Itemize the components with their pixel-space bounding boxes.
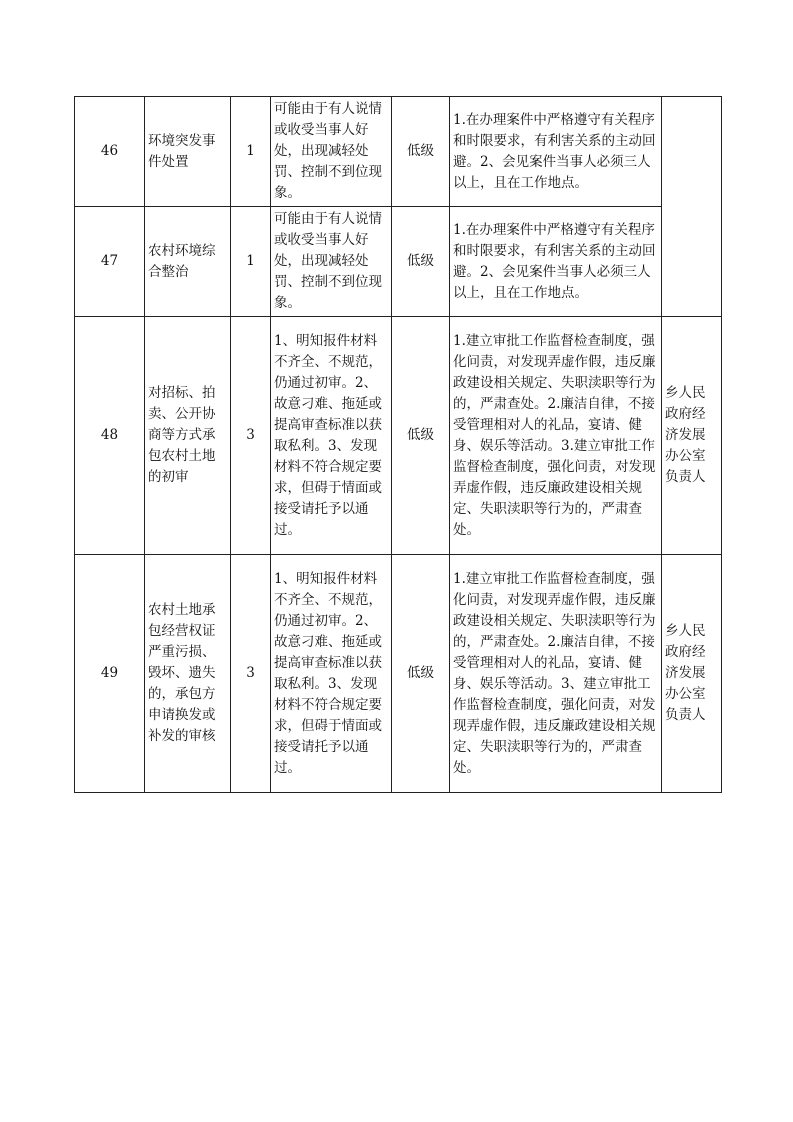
responsible-person: 乡人民政府经济发展办公室负责人 <box>662 555 722 793</box>
risk-count: 3 <box>231 317 271 555</box>
risk-description: 1、明知报件材料不齐全、不规范，仍通过初审。2、故意刁难、拖延或提高审查标准以获取私利。3、发现材料不符合规定要求，但碍于情面或接受请托予以通过。 <box>271 317 392 555</box>
task-name: 农村土地承包经营权证严重污损、毁坏、遗失的，承包方申请换发或补发的审核 <box>145 555 231 793</box>
risk-count: 1 <box>231 97 271 207</box>
risk-level: 低级 <box>392 317 450 555</box>
prevention-measure: 1.建立审批工作监督检查制度，强化问责，对发现弄虚作假，违反廉政建设相关规定、失职渎职等行为的，严肃查处。2.廉洁自律，不接受管理相对人的礼品，宴请、健身、娱乐等活动。3.建立审批工作监督检查制度，强化问责，对发现弄虚作假，违反廉政建设相关规定、失职渎职等行为的，严肃查处。 <box>450 317 662 555</box>
responsible-person <box>662 97 722 317</box>
risk-description: 1、明知报件材料不齐全、不规范，仍通过初审。2、故意刁难、拖延或提高审查标准以获取私利。3、发现材料不符合规定要求，但碍于情面或接受请托予以通过。 <box>271 555 392 793</box>
risk-description: 可能由于有人说情或收受当事人好处，出现减轻处罚、控制不到位现象。 <box>271 207 392 317</box>
table-row <box>75 97 722 207</box>
row-number: 49 <box>75 555 145 793</box>
prevention-measure: 1.建立审批工作监督检查制度，强化问责，对发现弄虚作假，违反廉政建设相关规定、失职渎职等行为的，严肃查处。2.廉洁自律，不接受管理相对人的礼品，宴请、健身、娱乐等活动。3、建立审批工作监督检查制度，强化问责，对发现弄虚作假，违反廉政建设相关规定、失职渎职等行为的，严肃查处。 <box>450 555 662 793</box>
row-number: 48 <box>75 317 145 555</box>
risk-count: 3 <box>231 555 271 793</box>
table-row <box>75 317 722 555</box>
task-name: 环境突发事件处置 <box>145 97 231 207</box>
prevention-measure: 1.在办理案件中严格遵守有关程序和时限要求，有利害关系的主动回避。2、会见案件当事人必须三人以上，且在工作地点。 <box>450 207 662 317</box>
prevention-measure: 1.在办理案件中严格遵守有关程序和时限要求，有利害关系的主动回避。2、会见案件当事人必须三人以上，且在工作地点。 <box>450 97 662 207</box>
task-name: 对招标、拍卖、公开协商等方式承包农村土地的初审 <box>145 317 231 555</box>
row-number: 47 <box>75 207 145 317</box>
risk-description: 可能由于有人说情或收受当事人好处，出现减轻处罚、控制不到位现象。 <box>271 97 392 207</box>
table-row <box>75 555 722 793</box>
risk-level: 低级 <box>392 207 450 317</box>
risk-count: 1 <box>231 207 271 317</box>
risk-level: 低级 <box>392 555 450 793</box>
row-number: 46 <box>75 97 145 207</box>
risk-table <box>74 96 722 793</box>
risk-level: 低级 <box>392 97 450 207</box>
table-row <box>75 207 722 317</box>
task-name: 农村环境综合整治 <box>145 207 231 317</box>
responsible-person: 乡人民政府经济发展办公室负责人 <box>662 317 722 555</box>
